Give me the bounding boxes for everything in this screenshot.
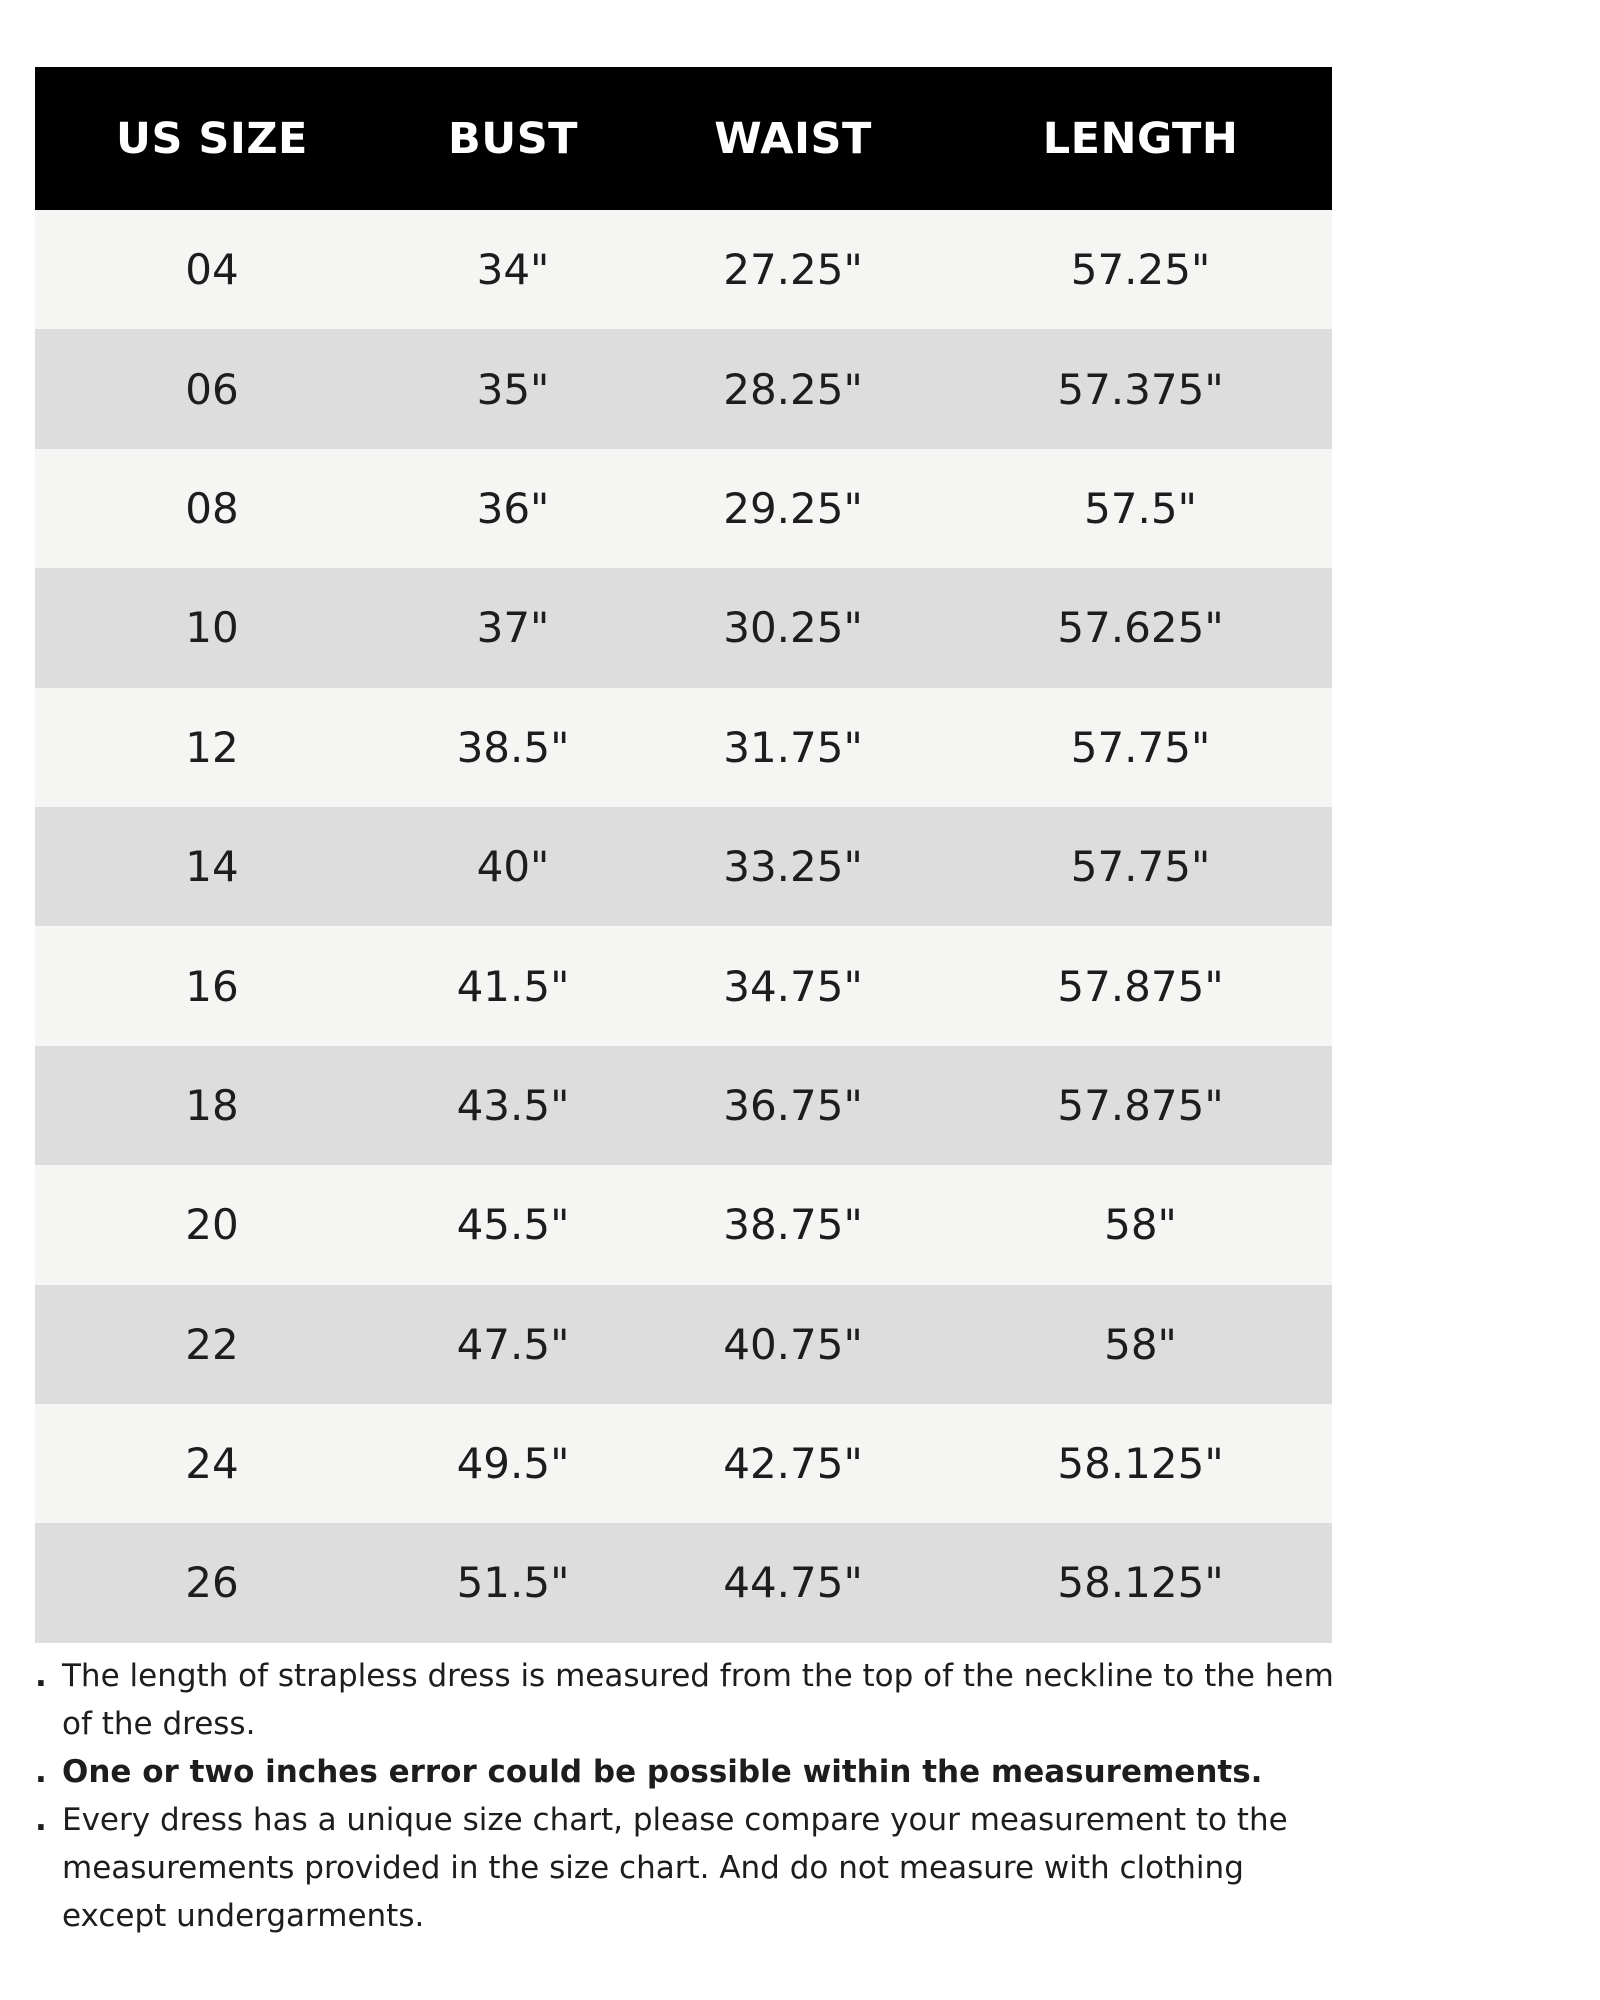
cell-bust: 43.5" [389,1046,637,1165]
note-text: Every dress has a unique size chart, please compare your measurement to the measurements provided in the size chart. And do not measure with clothing except undergarments. [62,1802,1288,1934]
cell-length: 57.875" [949,1046,1332,1165]
cell-us-size: 22 [35,1285,389,1404]
cell-us-size: 08 [35,449,389,568]
cell-waist: 42.75" [637,1404,949,1523]
table-row [35,1404,1332,1523]
header-length: LENGTH [949,67,1332,210]
cell-length: 57.25" [949,210,1332,329]
cell-length: 57.75" [949,688,1332,807]
note-error-margin [35,1748,1345,1796]
cell-bust: 45.5" [389,1165,637,1284]
cell-bust: 47.5" [389,1285,637,1404]
cell-bust: 38.5" [389,688,637,807]
cell-us-size: 24 [35,1404,389,1523]
table-row [35,329,1332,448]
table-row [35,1523,1332,1642]
cell-waist: 30.25" [637,568,949,687]
cell-waist: 38.75" [637,1165,949,1284]
cell-length: 57.5" [949,449,1332,568]
cell-us-size: 06 [35,329,389,448]
bullet-mark: . [35,1754,47,1790]
cell-us-size: 26 [35,1523,389,1642]
measurement-notes [35,1652,1345,1940]
cell-us-size: 16 [35,926,389,1045]
size-chart-table [35,67,1332,1643]
table-row [35,1285,1332,1404]
cell-length: 58.125" [949,1523,1332,1642]
table-row [35,1165,1332,1284]
note-compare-measurements [35,1796,1345,1940]
cell-us-size: 18 [35,1046,389,1165]
cell-length: 57.375" [949,329,1332,448]
cell-bust: 34" [389,210,637,329]
cell-us-size: 10 [35,568,389,687]
cell-us-size: 20 [35,1165,389,1284]
header-us-size: US SIZE [35,67,389,210]
table-row [35,807,1332,926]
cell-bust: 35" [389,329,637,448]
cell-waist: 34.75" [637,926,949,1045]
table-row [35,1046,1332,1165]
cell-bust: 37" [389,568,637,687]
table-row [35,210,1332,329]
cell-us-size: 12 [35,688,389,807]
cell-bust: 36" [389,449,637,568]
cell-length: 57.625" [949,568,1332,687]
cell-bust: 51.5" [389,1523,637,1642]
cell-us-size: 14 [35,807,389,926]
cell-waist: 36.75" [637,1046,949,1165]
table-row [35,449,1332,568]
cell-waist: 33.25" [637,807,949,926]
bullet-mark: . [35,1658,47,1694]
table-row [35,568,1332,687]
cell-length: 58" [949,1285,1332,1404]
cell-bust: 41.5" [389,926,637,1045]
cell-waist: 29.25" [637,449,949,568]
cell-length: 57.875" [949,926,1332,1045]
cell-length: 57.75" [949,807,1332,926]
cell-length: 58.125" [949,1404,1332,1523]
table-row [35,688,1332,807]
bullet-mark: . [35,1802,47,1838]
cell-length: 58" [949,1165,1332,1284]
table-header-row [35,67,1332,210]
cell-waist: 40.75" [637,1285,949,1404]
cell-bust: 49.5" [389,1404,637,1523]
note-length-measurement [35,1652,1345,1748]
cell-waist: 31.75" [637,688,949,807]
cell-waist: 27.25" [637,210,949,329]
cell-waist: 28.25" [637,329,949,448]
cell-waist: 44.75" [637,1523,949,1642]
cell-us-size: 04 [35,210,389,329]
cell-bust: 40" [389,807,637,926]
table-row [35,926,1332,1045]
note-text: One or two inches error could be possible within the measurements. [62,1754,1263,1790]
header-bust: BUST [389,67,637,210]
note-text: The length of strapless dress is measured from the top of the neckline to the hem of the dress. [62,1658,1334,1742]
header-waist: WAIST [637,67,949,210]
